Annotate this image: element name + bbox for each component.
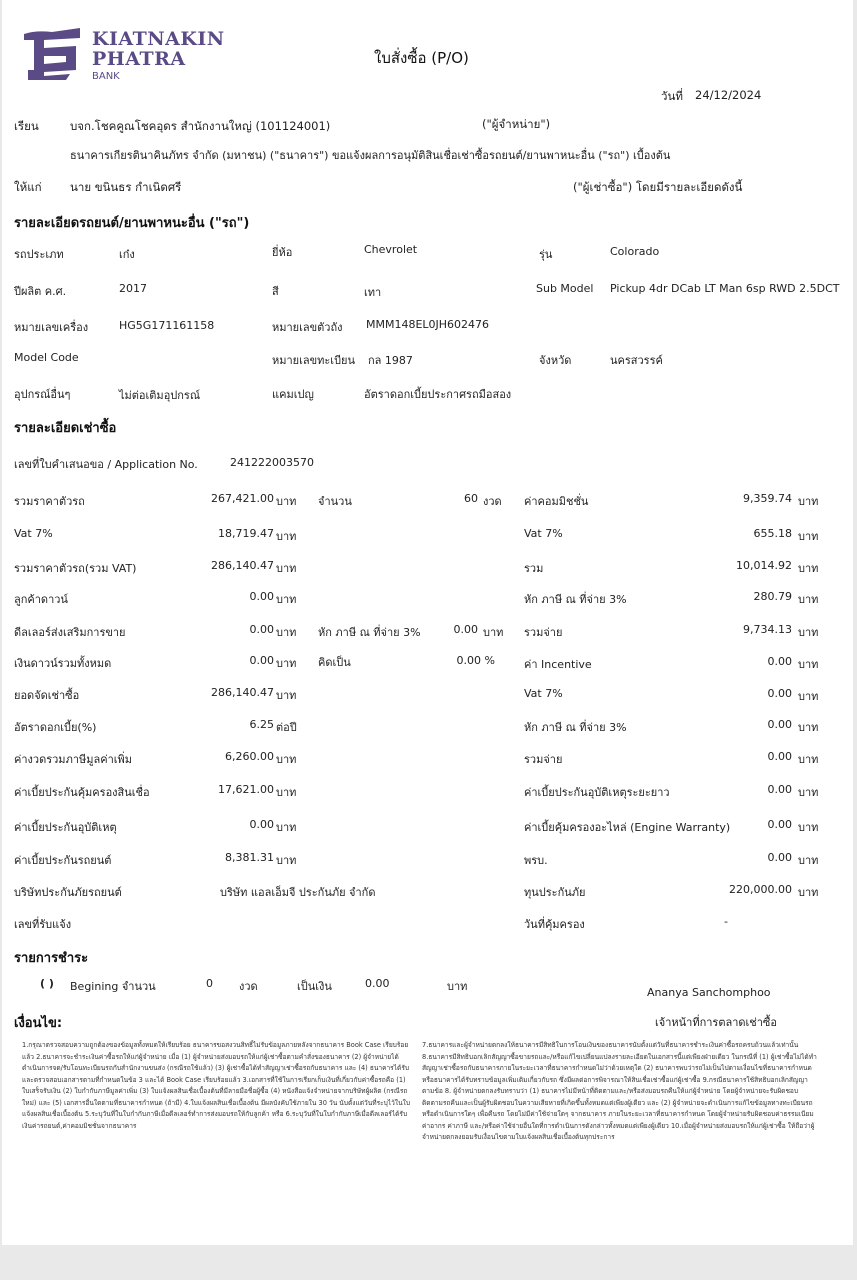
- bank-name-line3: BANK: [92, 71, 120, 82]
- lease-right-value: 280.79: [753, 590, 792, 603]
- dealer-wht-value: 0.00: [453, 623, 478, 636]
- bank-name-line2: PHATRA: [92, 48, 186, 70]
- vehicle-submodel: Pickup 4dr DCab LT Man 6sp RWD 2.5DCT: [610, 282, 840, 295]
- amount-value: 0.00: [365, 977, 390, 990]
- lease-left-value: 286,140.47: [211, 686, 274, 699]
- lease-right-label: ค่า Incentive: [524, 658, 592, 671]
- dealer-role: ("ผู้จำหน่าย"): [482, 117, 551, 131]
- lease-right-unit: บาท: [798, 495, 819, 508]
- lease-left-value: 267,421.00: [211, 492, 274, 505]
- term-value: 60: [464, 492, 478, 505]
- lease-right-value: 0.00: [767, 783, 792, 796]
- to-label: เรียน: [14, 119, 39, 133]
- lease-left-value: 0.00: [249, 654, 274, 667]
- vehicle-submodel-label: Sub Model: [536, 282, 594, 295]
- lease-left-label: รวมราคาตัวรถ: [14, 495, 85, 508]
- lease-left-unit: บาท: [276, 689, 297, 702]
- lease-right-value: 0.00: [767, 818, 792, 831]
- document-date: 24/12/2024: [695, 88, 762, 102]
- lease-right-unit: บาท: [798, 593, 819, 606]
- vehicle-color-label: สี: [272, 285, 279, 298]
- lease-left-label: ลูกค้าดาวน์: [14, 593, 68, 606]
- vehicle-type-label: รถประเภท: [14, 248, 64, 261]
- begin-label: Begining จำนวน: [70, 980, 156, 993]
- lease-right-value: 0.00: [767, 750, 792, 763]
- vehicle-model: Colorado: [610, 245, 660, 258]
- campaign-label: แคมเปญ: [272, 388, 314, 401]
- lease-right-unit: บาท: [798, 753, 819, 766]
- lease-left-value: 6,260.00: [225, 750, 274, 763]
- insurer-label: บริษัทประกันภัยรถยนต์: [14, 886, 122, 899]
- lease-right-label: Vat 7%: [524, 687, 563, 700]
- lease-left-label: ยอดจัดเช่าซื้อ: [14, 689, 80, 702]
- dealer-name: บจก.โชคคูณโชคอุดร สำนักงานใหญ่ (101124001): [70, 119, 331, 133]
- lease-left-value: 0.00: [249, 590, 274, 603]
- lease-left-value: 6.25: [249, 718, 274, 731]
- customer-role: ("ผู้เช่าซื้อ") โดยมีรายละเอียดดังนี้: [573, 180, 743, 194]
- lease-heading: รายละเอียดเช่าซื้อ: [14, 421, 117, 436]
- conditions-right: 7.ธนาคารและผู้จำหน่ายตกลงให้ธนาคารมีสิทธิในการโอนเงินของธนาคารนับตั้งแต่วันที่ธนาคารชำระเงินค่าซื้อรถครบถ้วนแล้วเท่านั้น 8.ธนาคารมีสิทธิบอกเลิกสัญญาซื้อขายรถและ/หรือแก้ไขเปลี่ยนแปลงรายละเอียดในเอกสารนี้แต่เพียงฝ่ายเดียว ในกรณีที่ (1) ผู้เช่าซื้อไม่ได้ทำสัญญาเช่าซื้อรถกับธนาคารภายในระยะเวลาที่ธนาคารกำหนดไม่ว่าด้วยเหตุใด (2) ธนาคารพบว่ารถไม่เป็นไปตามเงื่อนไขที่ธนาคารกำหนด หรือธนาคารได้รับทราบข้อมูลเพิ่มเติมเกี่ยวกับรถ ซึ่งมีผลต่อการพิจารณาให้สินเชื่อเช่าซื้อแก่ผู้เช่าซื้อ 9.กรณีธนาคารใช้สิทธิบอกเลิกสัญญาตามข้อ 8. ผู้จำหน่ายตกลงรับทราบว่า (1) ธนาคารไม่มีหน้าที่ติดตามและ/หรือส่งมอบรถคืนให้แก่ผู้จำหน่าย โดยผู้จำหน่ายจะรับผิดชอบติดตามรถคืนและเป็นผู้รับผิดชอบในความเสียหายที่เกิดขึ้นทั้งหมดแต่เพียงผู้เดียว และ (2) ผู้จำหน่ายจะดำเนินการแก้ไขข้อมูลทางทะเบียนรถหรือดำเนินการใดๆ เพื่อคืนรถ โดยไม่มีค่าใช้จ่ายใดๆ จากธนาคาร ภายในระยะเวลาที่ธนาคารกำหนด โดยผู้จำหน่ายรับผิดชอบค่าธรรมเนียม ค่าอากร ค่าภาษี และ/หรือค่าใช้จ่ายอื่นใดที่การดำเนินการดังกล่าวทั้งหมดแต่เพียงผู้เดียว 10.เมื่อผู้จำหน่ายส่งมอบรถให้แก่ผู้เช่าซื้อ ให้ถือว่าผู้จำหน่ายตกลงยอมรับเงื่อนไขตามใบแจ้งผลสินเชื่อเบื้องต้นทุกประการ: [422, 1041, 817, 1141]
- lease-right-label: หัก ภาษี ณ ที่จ่าย 3%: [524, 593, 627, 606]
- vehicle-heading: รายละเอียดรถยนต์/ยานพาหนะอื่น ("รถ"): [14, 216, 250, 231]
- lease-right-label: รวมจ่าย: [524, 626, 563, 639]
- conditions-heading: เงื่อนไข:: [14, 1016, 63, 1031]
- lease-right-unit: บาท: [798, 721, 819, 734]
- bank-logo-icon: [22, 26, 84, 82]
- lease-left-value: 18,719.47: [218, 527, 274, 540]
- lease-right-unit: บาท: [798, 821, 819, 834]
- vehicle-brand: Chevrolet: [364, 243, 418, 256]
- lease-right-label: ค่าเบี้ยประกันอุบัติเหตุระยะยาว: [524, 786, 670, 799]
- campaign: อัตราดอกเบี้ยประกาศรถมือสอง: [364, 388, 512, 401]
- sum-insured-label: ทุนประกันภัย: [524, 886, 586, 899]
- dealer-wht-unit: บาท: [483, 626, 504, 639]
- vehicle-brand-label: ยี่ห้อ: [272, 246, 293, 259]
- lease-left-value: 0.00: [249, 818, 274, 831]
- down-percent-label: คิดเป็น: [318, 656, 351, 669]
- term-unit: งวด: [483, 495, 502, 508]
- lease-right-unit: บาท: [798, 786, 819, 799]
- cover-date-label: วันที่คุ้มครอง: [524, 918, 585, 931]
- begin-unit: งวด: [239, 980, 258, 993]
- notify-number-label: เลขที่รับแจ้ง: [14, 918, 72, 931]
- lease-left-unit: บาท: [276, 786, 297, 799]
- lease-right-unit: บาท: [798, 562, 819, 575]
- signer-name: Ananya Sanchomphoo: [647, 986, 771, 999]
- lease-left-label: อัตราดอกเบี้ย(%): [14, 721, 97, 734]
- lease-left-value: 17,621.00: [218, 783, 274, 796]
- down-percent-value: 0.00 %: [456, 654, 495, 667]
- chassis-number: MMM148EL0JH602476: [366, 318, 490, 331]
- dealer-wht-label: หัก ภาษี ณ ที่จ่าย 3%: [318, 626, 421, 639]
- chassis-number-label: หมายเลขตัวถัง: [272, 321, 343, 334]
- lease-left-label: เงินดาวน์รวมทั้งหมด: [14, 657, 112, 670]
- lease-left-unit: บาท: [276, 495, 297, 508]
- application-label: เลขที่ใบคำเสนอขอ / Application No.: [14, 458, 198, 471]
- lease-left-value: 0.00: [249, 623, 274, 636]
- lease-right-value: 0.00: [767, 687, 792, 700]
- lease-right-value: 0.00: [767, 851, 792, 864]
- engine-number: HG5G171161158: [119, 319, 215, 332]
- lease-left-unit: ต่อปี: [276, 721, 297, 734]
- lease-right-label: ค่าเบี้ยคุ้มครองอะไหล่ (Engine Warranty): [524, 821, 731, 834]
- lease-right-value: 0.00: [767, 718, 792, 731]
- lease-left-label: ค่างวดรวมภาษีมูลค่าเพิ่ม: [14, 753, 133, 766]
- lease-right-label: Vat 7%: [524, 527, 563, 540]
- signer-title: เจ้าหน้าที่การตลาดเช่าซื้อ: [655, 1016, 778, 1029]
- lease-right-unit: บาท: [798, 690, 819, 703]
- lease-right-label: ค่าคอมมิชชั่น: [524, 495, 589, 508]
- vehicle-color: เทา: [364, 286, 382, 299]
- lease-right-value: 0.00: [767, 655, 792, 668]
- lease-right-label: รวม: [524, 562, 544, 575]
- lease-left-unit: บาท: [276, 593, 297, 606]
- document-page: [2, 0, 853, 1245]
- insurer-name: บริษัท แอลเอ็มจี ประกันภัย จำกัด: [220, 886, 376, 899]
- term-label: จำนวน: [318, 495, 352, 508]
- bank-name-line1: KIATNAKIN: [92, 28, 225, 50]
- lease-left-label: Vat 7%: [14, 527, 53, 540]
- payment-checkbox: ( ): [40, 977, 54, 990]
- sum-insured-unit: บาท: [798, 886, 819, 899]
- conditions-left: 1.กรุณาตรวจสอบความถูกต้องของข้อมูลทั้งหมดให้เรียบร้อย ธนาคารขอสงวนสิทธิ์ไม่รับข้อมูลภายหลังจากธนาคาร Book Case เรียบร้อยแล้ว 2.ธนาคารจะชำระเงินค่าซื้อรถให้แก่ผู้จำหน่าย เมื่อ (1) ผู้จำหน่ายส่งมอบรถให้แก่ผู้เช่าซื้อตามคำสั่งของธนาคาร (2) ผู้จำหน่ายได้ดำเนินการจด/รับโอนทะเบียนรถกับสำนักงานขนส่ง (กรณีรถใช้แล้ว) (3) ผู้เช่าซื้อได้ทำสัญญาเช่าซื้อรถกับธนาคาร และ (4) ธนาคารได้รับและตรวจสอบเอกสารตามที่กำหนดในข้อ 3 และได้ Book Case เรียบร้อยแล้ว 3.เอกสารที่ใช้ในการเรียกเก็บเงินที่เกี่ยวกับค่าซื้อรถคือ (1) ใบเสร็จรับเงิน (2) ใบกำกับภาษีมูลค่าเพิ่ม (3) ใบแจ้งผลสินเชื่อเบื้องต้นที่มีลายมือชื่อผู้ซื้อ (4) หนังสือแจ้งจำหน่ายจากบริษัทผู้ผลิต (กรณีรถใหม่) และ (5) เอกสารอื่นใดตามที่ธนาคารกำหนด (ถ้ามี) 4.ใบแจ้งผลสินเชื่อเบื้องต้น มีผลบังคับใช้ภายใน 30 วัน นับตั้งแต่วันที่ระบุไว้ในใบแจ้งผลสินเชื่อเบื้องต้น 5.ระบุวันที่ในใบกำกับภาษีเมื่อดีลเลอร์ทำการส่งมอบรถให้กับลูกค้า หรือ 6.ระบุวันที่ในใบกำกับภาษีเมื่อดีลเลอร์ได้รับเงินค่ารถยนต์,ค่าคอมมิชชั่นจากธนาคาร: [22, 1041, 411, 1130]
- amount-unit: บาท: [447, 980, 468, 993]
- lease-left-unit: บาท: [276, 657, 297, 670]
- lease-right-label: หัก ภาษี ณ ที่จ่าย 3%: [524, 721, 627, 734]
- lease-left-label: ดีลเลอร์ส่งเสริมการขาย: [14, 626, 126, 639]
- lease-left-unit: บาท: [276, 821, 297, 834]
- lease-left-value: 286,140.47: [211, 559, 274, 572]
- lease-left-unit: บาท: [276, 562, 297, 575]
- province: นครสวรรค์: [610, 354, 663, 367]
- for-label: ให้แก่: [14, 180, 42, 194]
- lease-left-unit: บาท: [276, 626, 297, 639]
- lease-right-label: รวมจ่าย: [524, 753, 563, 766]
- model-code-label: Model Code: [14, 351, 79, 364]
- province-label: จังหวัด: [539, 354, 572, 367]
- lease-right-value: 655.18: [753, 527, 792, 540]
- vehicle-year-label: ปีผลิต ค.ศ.: [14, 285, 67, 298]
- engine-number-label: หมายเลขเครื่อง: [14, 321, 89, 334]
- accessory: ไม่ต่อเติมอุปกรณ์: [119, 389, 201, 402]
- intro-text: ธนาคารเกียรตินาคินภัทร จำกัด (มหาชน) ("ธนาคาร") ขอแจ้งผลการอนุมัติสินเชื่อเช่าซื้อรถยนต์/ยานพาหนะอื่น ("รถ") เบื้องต้น: [70, 149, 671, 162]
- cover-date-value: -: [724, 915, 728, 928]
- lease-left-unit: บาท: [276, 530, 297, 543]
- lease-right-unit: บาท: [798, 658, 819, 671]
- lease-left-unit: บาท: [276, 753, 297, 766]
- document-title: ใบสั่งซื้อ (P/O): [374, 49, 469, 67]
- vehicle-model-label: รุ่น: [539, 248, 553, 261]
- lease-right-unit: บาท: [798, 530, 819, 543]
- lease-left-label: ค่าเบี้ยประกันคุ้มครองสินเชื่อ: [14, 786, 150, 799]
- lease-left-value: 8,381.31: [225, 851, 274, 864]
- amount-label: เป็นเงิน: [297, 980, 332, 993]
- lease-left-unit: บาท: [276, 854, 297, 867]
- payment-heading: รายการชำระ: [14, 951, 89, 966]
- lease-right-value: 10,014.92: [736, 559, 792, 572]
- lease-right-unit: บาท: [798, 626, 819, 639]
- vehicle-year: 2017: [119, 282, 147, 295]
- plate-number: กล 1987: [368, 354, 413, 367]
- vehicle-type: เก๋ง: [119, 248, 135, 261]
- begin-count: 0: [206, 977, 213, 990]
- sum-insured-value: 220,000.00: [729, 883, 792, 896]
- plate-number-label: หมายเลขทะเบียน: [272, 354, 356, 367]
- customer-name: นาย ขนินธร กำเนิดศรี: [70, 180, 182, 194]
- lease-left-label: ค่าเบี้ยประกันอุบัติเหตุ: [14, 821, 117, 834]
- date-label: วันที่: [661, 89, 683, 103]
- lease-left-label: รวมราคาตัวรถ(รวม VAT): [14, 562, 137, 575]
- application-number: 241222003570: [230, 456, 314, 469]
- lease-right-label: พรบ.: [524, 854, 548, 867]
- lease-right-unit: บาท: [798, 854, 819, 867]
- lease-right-value: 9,734.13: [743, 623, 792, 636]
- lease-left-label: ค่าเบี้ยประกันรถยนต์: [14, 854, 112, 867]
- lease-right-value: 9,359.74: [743, 492, 792, 505]
- accessory-label: อุปกรณ์อื่นๆ: [14, 388, 71, 401]
